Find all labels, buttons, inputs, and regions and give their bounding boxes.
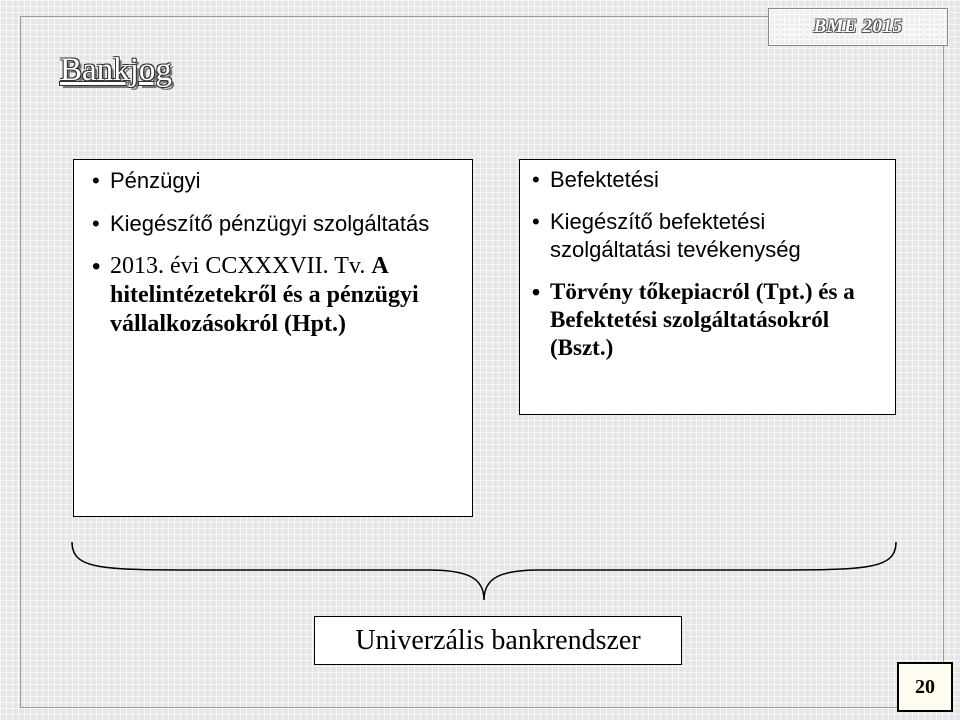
- brand-badge: BME 2015: [768, 8, 948, 46]
- law-reference: 2013. évi CCXXXVII. Tv.: [110, 253, 366, 279]
- list-item: • Kiegészítő pénzügyi szolgáltatás: [110, 209, 452, 238]
- law-title: A hitelintézetekről és a pénzügyi vállalkozásokról (Hpt.): [110, 253, 419, 337]
- list-item: • Befektetési: [550, 166, 881, 194]
- list-item: • Kiegészítő befektetési szolgáltatási tevékenység: [550, 208, 881, 264]
- curly-brace-icon: [68, 538, 900, 604]
- slide-title: Bankjog: [60, 52, 172, 88]
- list-item: [110, 252, 452, 339]
- list-item: • Pénzügyi: [110, 166, 452, 195]
- left-content-box: [73, 159, 473, 517]
- left-bullet-list: [110, 166, 452, 339]
- universal-banking-label: Univerzális bankrendszer: [314, 616, 682, 665]
- list-item: • Törvény tőkepiacról (Tpt.) és a Befektetési szolgáltatásokról (Bszt.): [550, 278, 881, 362]
- page-number: 20: [897, 662, 953, 712]
- right-content-box: [519, 159, 896, 415]
- right-bullet-list: [550, 166, 881, 362]
